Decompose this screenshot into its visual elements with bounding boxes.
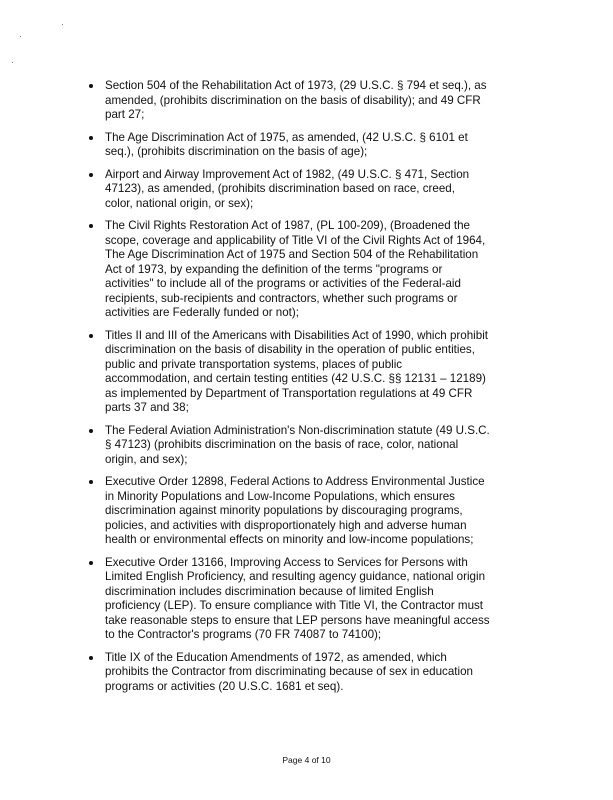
- list-item-text-line: Airport and Airway Improvement Act of 1982, (49 U.S.C. § 471, Section: [105, 167, 470, 181]
- list-item: [88, 168, 568, 212]
- list-item-text-line: Limited English Proficiency, and resulting agency guidance, national origin: [105, 570, 486, 583]
- list-item-text-line: origin, and sex);: [105, 452, 188, 466]
- list-item: [88, 329, 568, 416]
- list-item: [88, 556, 568, 643]
- list-item-text-line: take reasonable steps to ensure that LEP persons have meaningful access: [105, 613, 490, 627]
- list-item-text-line: discrimination against minority populations by discouraging programs,: [105, 504, 463, 517]
- bullet-icon: [89, 656, 93, 660]
- list-item-text-line: policies, and activities with disproportionately high and adverse human: [105, 518, 467, 532]
- list-item-text-line: scope, coverage and applicability of Title VI of the Civil Rights Act of 1964,: [105, 233, 486, 247]
- list-item-text-line: accommodation, and certain testing entities (42 U.S.C. §§ 12131 – 12189): [105, 372, 486, 385]
- list-item-text-line: Section 504 of the Rehabilitation Act of 1973, (29 U.S.C. § 794 et seq.), as: [105, 79, 487, 92]
- list-item-text-line: public and private transportation systems, places of public: [105, 357, 403, 371]
- list-item: [88, 475, 568, 548]
- list-item-text-line: proficiency (LEP). To ensure compliance with Title VI, the Contractor must: [105, 599, 484, 612]
- list-item-text-line: in Minority Populations and Low-Income Populations, which ensures: [105, 489, 455, 503]
- bullet-icon: [89, 224, 93, 228]
- list-item-text-line: discrimination on the basis of disability in the operation of public entities,: [105, 343, 475, 356]
- list-item-text-line: as implemented by Department of Transportation regulations at 49 CFR: [105, 386, 473, 400]
- bullet-icon: [89, 173, 93, 177]
- list-item-text-line: part 27;: [105, 108, 145, 121]
- requirements-bullet-list: [88, 79, 568, 702]
- list-item-text-line: The Civil Rights Restoration Act of 1987, (PL 100-209), (Broadened the: [105, 219, 470, 232]
- page-number: Page 4 of 10: [282, 755, 331, 765]
- list-item-text-line: parts 37 and 38;: [105, 401, 189, 414]
- list-item-text-line: activities" to include all of the programs or activities of the Federal-aid: [105, 277, 461, 290]
- list-item-text-line: The Age Discrimination Act of 1975, as amended, (42 U.S.C. § 6101 et: [105, 130, 468, 144]
- list-item-text-line: amended, (prohibits discrimination on the basis of disability); and 49 CFR: [105, 93, 481, 107]
- list-item-text-line: programs or activities (20 U.S.C. 1681 et seq).: [105, 679, 344, 693]
- list-item-text-line: to the Contractor's programs (70 FR 74087 to 74100);: [105, 628, 382, 641]
- list-item-text-line: Executive Order 13166, Improving Access to Services for Persons with: [105, 555, 468, 569]
- list-item: [88, 424, 568, 468]
- list-item-text-line: § 47123) (prohibits discrimination on the basis of race, color, national: [105, 438, 459, 451]
- list-item: [88, 79, 568, 123]
- list-item-text-line: The Age Discrimination Act of 1975 and Section 504 of the Rehabilitation: [105, 248, 479, 261]
- bullet-icon: [89, 334, 93, 338]
- bullet-icon: [89, 429, 93, 433]
- bullet-icon: [89, 480, 93, 484]
- scan-speck: [12, 62, 13, 63]
- list-item-text-line: 47123), as amended, (prohibits discrimination based on race, creed,: [105, 182, 455, 195]
- list-item-text-line: seq.), (prohibits discrimination on the basis of age);: [105, 145, 368, 158]
- list-item-text-line: The Federal Aviation Administration's Non-discrimination statute (49 U.S.C.: [105, 423, 490, 437]
- scan-speck: [62, 24, 63, 25]
- list-item-text-line: Executive Order 12898, Federal Actions to Address Environmental Justice: [105, 475, 485, 488]
- list-item: [88, 651, 568, 695]
- list-item-text-line: recipients, sub-recipients and contractors, whether such programs or: [105, 291, 458, 305]
- list-item-text-line: Title IX of the Education Amendments of 1972, as amended, which: [105, 650, 447, 664]
- bullet-icon: [89, 136, 93, 140]
- list-item-text-line: activities are Federally funded or not);: [105, 306, 299, 319]
- scan-speck: [20, 36, 21, 37]
- list-item-text-line: prohibits the Contractor from discriminating because of sex in education: [105, 665, 473, 678]
- list-item: [88, 219, 568, 321]
- list-item-text-line: health or environmental effects on minority and low-income populations;: [105, 533, 474, 546]
- list-item-text-line: Titles II and III of the Americans with Disabilities Act of 1990, which prohibit: [105, 328, 488, 342]
- list-item-text-line: discrimination includes discrimination because of limited English: [105, 584, 434, 598]
- list-item-text-line: color, national origin, or sex);: [105, 196, 254, 210]
- bullet-icon: [89, 84, 93, 88]
- list-item: [88, 131, 568, 160]
- list-item-text-line: Act of 1973, by expanding the definition of the terms "programs or: [105, 262, 443, 276]
- bullet-icon: [89, 561, 93, 565]
